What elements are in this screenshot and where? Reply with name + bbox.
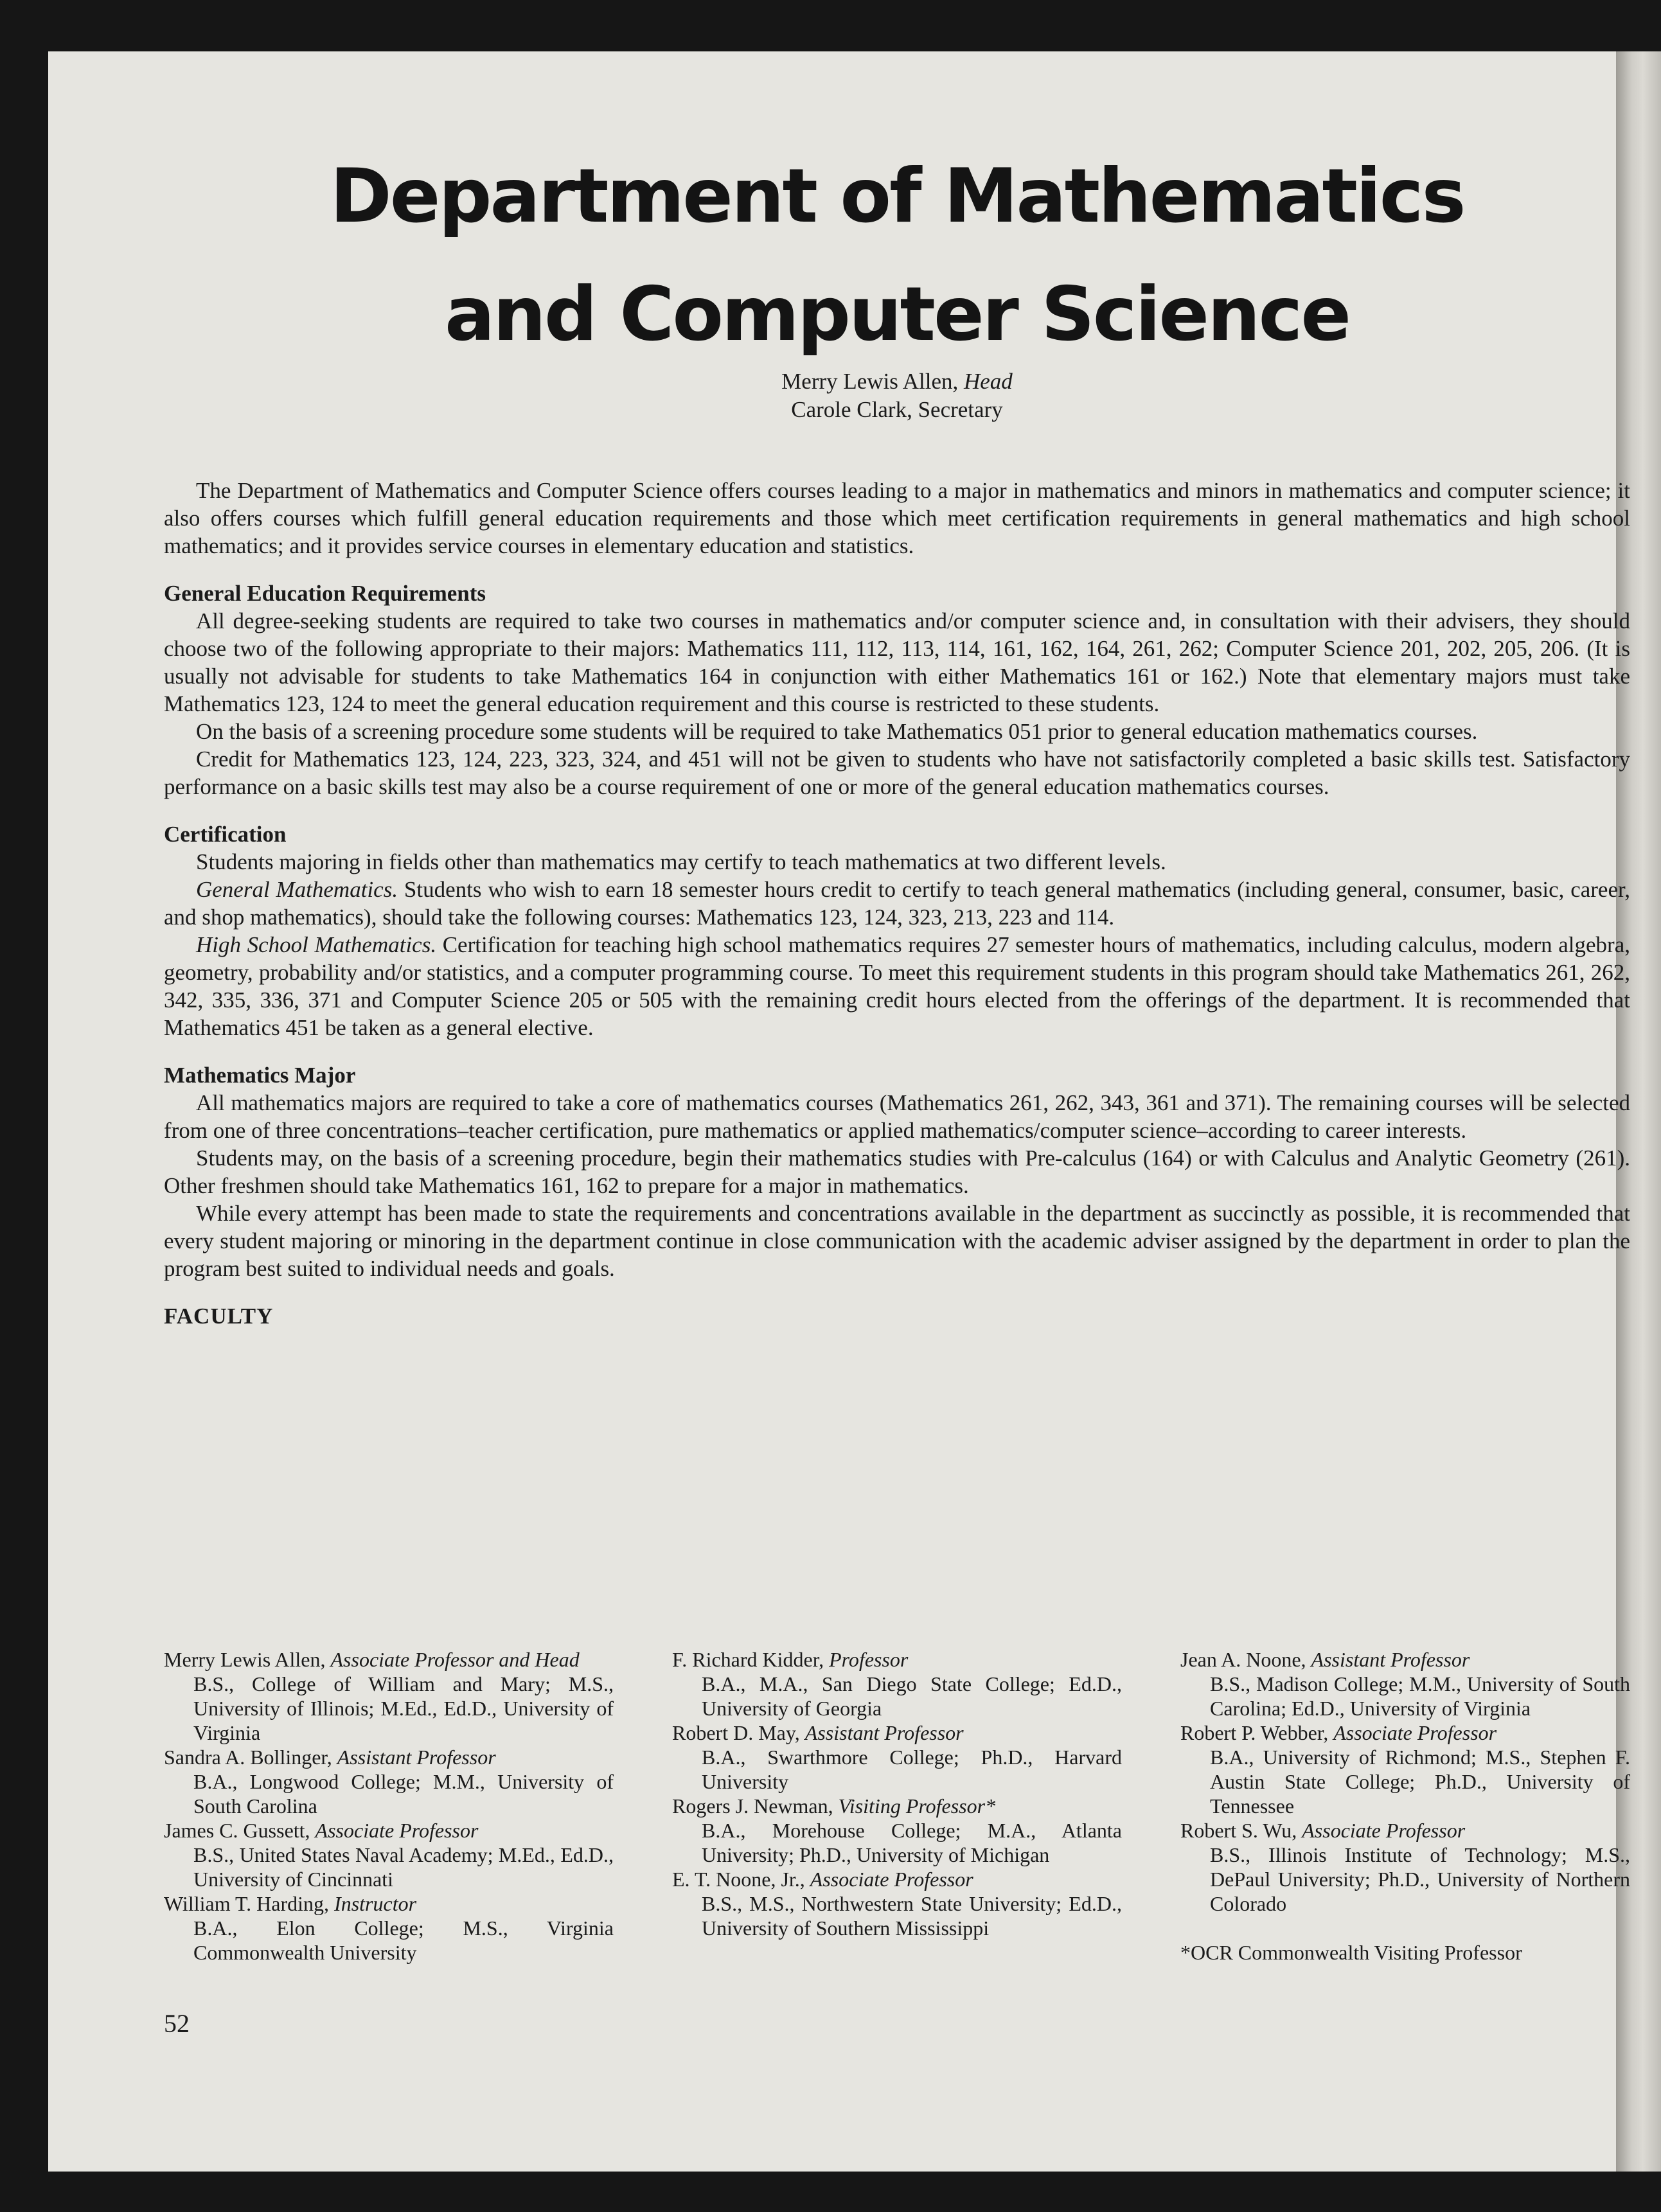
faculty-member: F. Richard Kidder, Professor B.A., M.A., San Diego State College; Ed.D., University of Georgia [672, 1648, 1122, 1720]
faculty-column-3 [1180, 1647, 1630, 1965]
general-education-paragraph-3: Credit for Mathematics 123, 124, 223, 323, 324, and 451 will not be given to students who have not satisfactorily completed a basic skills test. Satisfactory performance on a basic skills test may also be a course requirement of one or more of the general education mathematics courses. [164, 747, 1630, 799]
faculty-member: E. T. Noone, Jr., Associate Professor B.S., M.S., Northwestern State University; Ed.D., University of Southern Mississippi [672, 1868, 1122, 1940]
faculty-member: Rogers J. Newman, Visiting Professor* B.A., Morehouse College; M.A., Atlanta University; Ph.D., University of Michigan [672, 1794, 1122, 1866]
faculty-list [164, 1647, 1630, 1965]
page [48, 51, 1630, 2172]
certification-paragraph-3: High School Mathematics. Certification for teaching high school mathematics requires 27 semester hours of mathematics, including calculus, modern algebra, geometry, probability and/or statistics, and a computer programming course. To meet this requirement students in this program should take Mathematics 261, 262, 342, 335, 336, 371 and Computer Science 205 or 505 with the remaining credit hours elected from the offerings of the department. It is recommended that Mathematics 451 be taken as a general elective. [164, 932, 1630, 1040]
general-mathematics-lead: General Mathematics. [196, 877, 398, 902]
visiting-professor-footnote: *OCR Commonwealth Visiting Professor [1180, 1941, 1522, 1964]
certification-paragraph-2: General Mathematics. Students who wish to earn 18 semester hours credit to certify to teach general mathematics (including general, consumer, basic, career, and shop mathematics), should take the following courses: Mathematics 123, 124, 323, 213, 223 and 114. [164, 877, 1630, 930]
secretary-line: Carole Clark, Secretary [791, 397, 1003, 422]
faculty-member: Sandra A. Bollinger, Assistant Professor B.A., Longwood College; M.M., University of South Carolina [164, 1746, 614, 1818]
general-education-paragraph-2: On the basis of a screening procedure some students will be required to take Mathematics 051 prior to general education mathematics courses. [196, 719, 1478, 744]
faculty-member: William T. Harding, Instructor B.A., Elon College; M.S., Virginia Commonwealth University [164, 1892, 614, 1964]
certification-paragraph-1: Students majoring in fields other than mathematics may certify to teach mathematics at two different levels. [196, 849, 1166, 874]
major-paragraph-3: While every attempt has been made to state the requirements and concentrations available in the department as succinctly as possible, it is recommended that every student majoring or minoring in the department continue in close communication with the academic adviser assigned by the department in order to plan the program best suited to individual needs and goals. [164, 1201, 1630, 1281]
head-role: Head [964, 369, 1013, 394]
faculty-column-2 [672, 1647, 1122, 1965]
major-paragraph-1: All mathematics majors are required to take a core of mathematics courses (Mathematics 261, 262, 343, 361 and 371). The remaining courses will be selected from one of three concentrations–teacher certification, pure mathematics or applied mathematics/computer science–according to career interests. [164, 1090, 1630, 1143]
mathematics-major-heading: Mathematics Major [164, 1063, 356, 1088]
head-name: Merry Lewis Allen, [781, 369, 959, 394]
intro-paragraph: The Department of Mathematics and Computer Science offers courses leading to a major in mathematics and minors in mathematics and computer science; it also offers courses which fulfill general education requirements and those which meet certification requirements in general mathematics and high school mathematics; and it provides service courses in elementary education and statistics. [164, 478, 1630, 558]
page-number: 52 [164, 2009, 190, 2038]
faculty-member: Robert S. Wu, Associate Professor B.S., Illinois Institute of Technology; M.S., DePaul University; Ph.D., University of Northern Colorado [1180, 1819, 1630, 1915]
page-title-line-1: Department of Mathematics [330, 153, 1464, 240]
general-education-paragraph-1: All degree-seeking students are required to take two courses in mathematics and/or computer science and, in consultation with their advisers, they should choose two of the following appropriate to their majors: Mathematics 111, 112, 113, 114, 161, 162, 164, 261, 262; Computer Science 201, 202, 205, 206. (It is usually not advisable for students to take Mathematics 164 in conjunction with either Mathematics 161 or 162.) Note that elementary majors must take Mathematics 123, 124 to meet the general education requirement and this course is restricted to these students. [164, 608, 1630, 716]
head-line [164, 367, 1630, 396]
faculty-member: Merry Lewis Allen, Associate Professor and Head B.S., College of William and Mary; M.S., University of Illinois; M.Ed., Ed.D., University of Virginia [164, 1648, 614, 1744]
certification-heading: Certification [164, 822, 287, 847]
faculty-member: Robert D. May, Assistant Professor B.A., Swarthmore College; Ph.D., Harvard University [672, 1721, 1122, 1793]
major-paragraph-2: Students may, on the basis of a screening procedure, begin their mathematics studies with Pre-calculus (164) or with Calculus and Analytic Geometry (261). Other freshmen should take Mathematics 161, 162 to prepare for a major in mathematics. [164, 1146, 1630, 1198]
department-staff [164, 367, 1630, 424]
faculty-member: Jean A. Noone, Assistant Professor B.S., Madison College; M.M., University of South Carolina; Ed.D., University of Virginia [1180, 1648, 1630, 1720]
faculty-column-1 [164, 1647, 614, 1965]
body-text [164, 477, 1630, 1330]
faculty-member: James C. Gussett, Associate Professor B.S., United States Naval Academy; M.Ed., Ed.D., University of Cincinnati [164, 1819, 614, 1891]
page-title-line-2: and Computer Science [444, 271, 1350, 358]
faculty-heading: FACULTY [164, 1304, 274, 1329]
general-education-heading: General Education Requirements [164, 581, 486, 606]
faculty-member: Robert P. Webber, Associate Professor B.A., University of Richmond; M.S., Stephen F. Austin State College; Ph.D., University of Tennessee [1180, 1721, 1630, 1818]
high-school-mathematics-lead: High School Mathematics. [196, 932, 437, 957]
